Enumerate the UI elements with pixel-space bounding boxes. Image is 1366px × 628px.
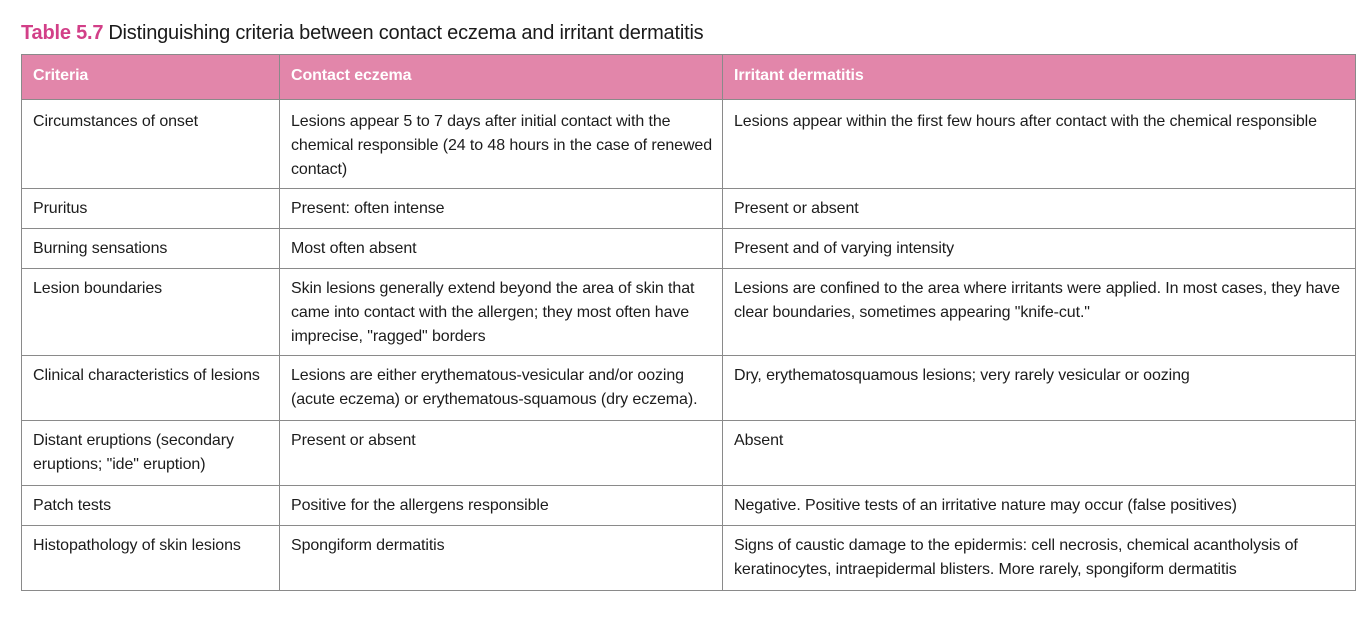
cell-irritant-dermatitis: Lesions are confined to the area where irritants were applied. In most cases, they have clear boundaries, sometimes appearing "knife-cut." bbox=[723, 269, 1356, 356]
cell-criteria: Circumstances of onset bbox=[22, 100, 280, 189]
cell-criteria: Clinical characteristics of lesions bbox=[22, 356, 280, 421]
cell-criteria: Burning sensations bbox=[22, 229, 280, 269]
table-number: Table 5.7 bbox=[21, 22, 104, 44]
cell-criteria: Pruritus bbox=[22, 189, 280, 229]
cell-irritant-dermatitis: Negative. Positive tests of an irritative nature may occur (false positives) bbox=[723, 486, 1356, 526]
cell-contact-eczema: Present or absent bbox=[280, 421, 723, 486]
cell-contact-eczema: Spongiform dermatitis bbox=[280, 526, 723, 591]
table-row bbox=[22, 229, 1356, 269]
cell-irritant-dermatitis: Present and of varying intensity bbox=[723, 229, 1356, 269]
table-caption bbox=[21, 20, 703, 46]
cell-contact-eczema: Skin lesions generally extend beyond the area of skin that came into contact with the allergen; they most often have imprecise, "ragged" borders bbox=[280, 269, 723, 356]
cell-irritant-dermatitis: Absent bbox=[723, 421, 1356, 486]
cell-criteria: Lesion boundaries bbox=[22, 269, 280, 356]
cell-irritant-dermatitis: Dry, erythematosquamous lesions; very rarely vesicular or oozing bbox=[723, 356, 1356, 421]
table-row bbox=[22, 526, 1356, 591]
table-row bbox=[22, 189, 1356, 229]
cell-contact-eczema: Positive for the allergens responsible bbox=[280, 486, 723, 526]
table-row bbox=[22, 421, 1356, 486]
table-row bbox=[22, 269, 1356, 356]
table-row bbox=[22, 100, 1356, 189]
cell-contact-eczema: Lesions appear 5 to 7 days after initial contact with the chemical responsible (24 to 48 hours in the case of renewed contact) bbox=[280, 100, 723, 189]
cell-criteria: Histopathology of skin lesions bbox=[22, 526, 280, 591]
header-criteria: Criteria bbox=[22, 55, 280, 100]
cell-contact-eczema: Present: often intense bbox=[280, 189, 723, 229]
table-row bbox=[22, 356, 1356, 421]
criteria-table bbox=[21, 54, 1356, 591]
cell-irritant-dermatitis: Present or absent bbox=[723, 189, 1356, 229]
cell-criteria: Distant eruptions (secondary eruptions; "ide" eruption) bbox=[22, 421, 280, 486]
cell-contact-eczema: Lesions are either erythematous-vesicular and/or oozing (acute eczema) or erythematous-squamous (dry eczema). bbox=[280, 356, 723, 421]
table-row bbox=[22, 486, 1356, 526]
cell-irritant-dermatitis: Signs of caustic damage to the epidermis: cell necrosis, chemical acantholysis of keratinocytes, intraepidermal blisters. More rarely, spongiform dermatitis bbox=[723, 526, 1356, 591]
header-irritant-dermatitis: Irritant dermatitis bbox=[723, 55, 1356, 100]
cell-irritant-dermatitis: Lesions appear within the first few hours after contact with the chemical responsible bbox=[723, 100, 1356, 189]
header-row bbox=[22, 55, 1356, 100]
table-title: Distinguishing criteria between contact eczema and irritant dermatitis bbox=[108, 22, 704, 44]
header-contact-eczema: Contact eczema bbox=[280, 55, 723, 100]
cell-contact-eczema: Most often absent bbox=[280, 229, 723, 269]
cell-criteria: Patch tests bbox=[22, 486, 280, 526]
